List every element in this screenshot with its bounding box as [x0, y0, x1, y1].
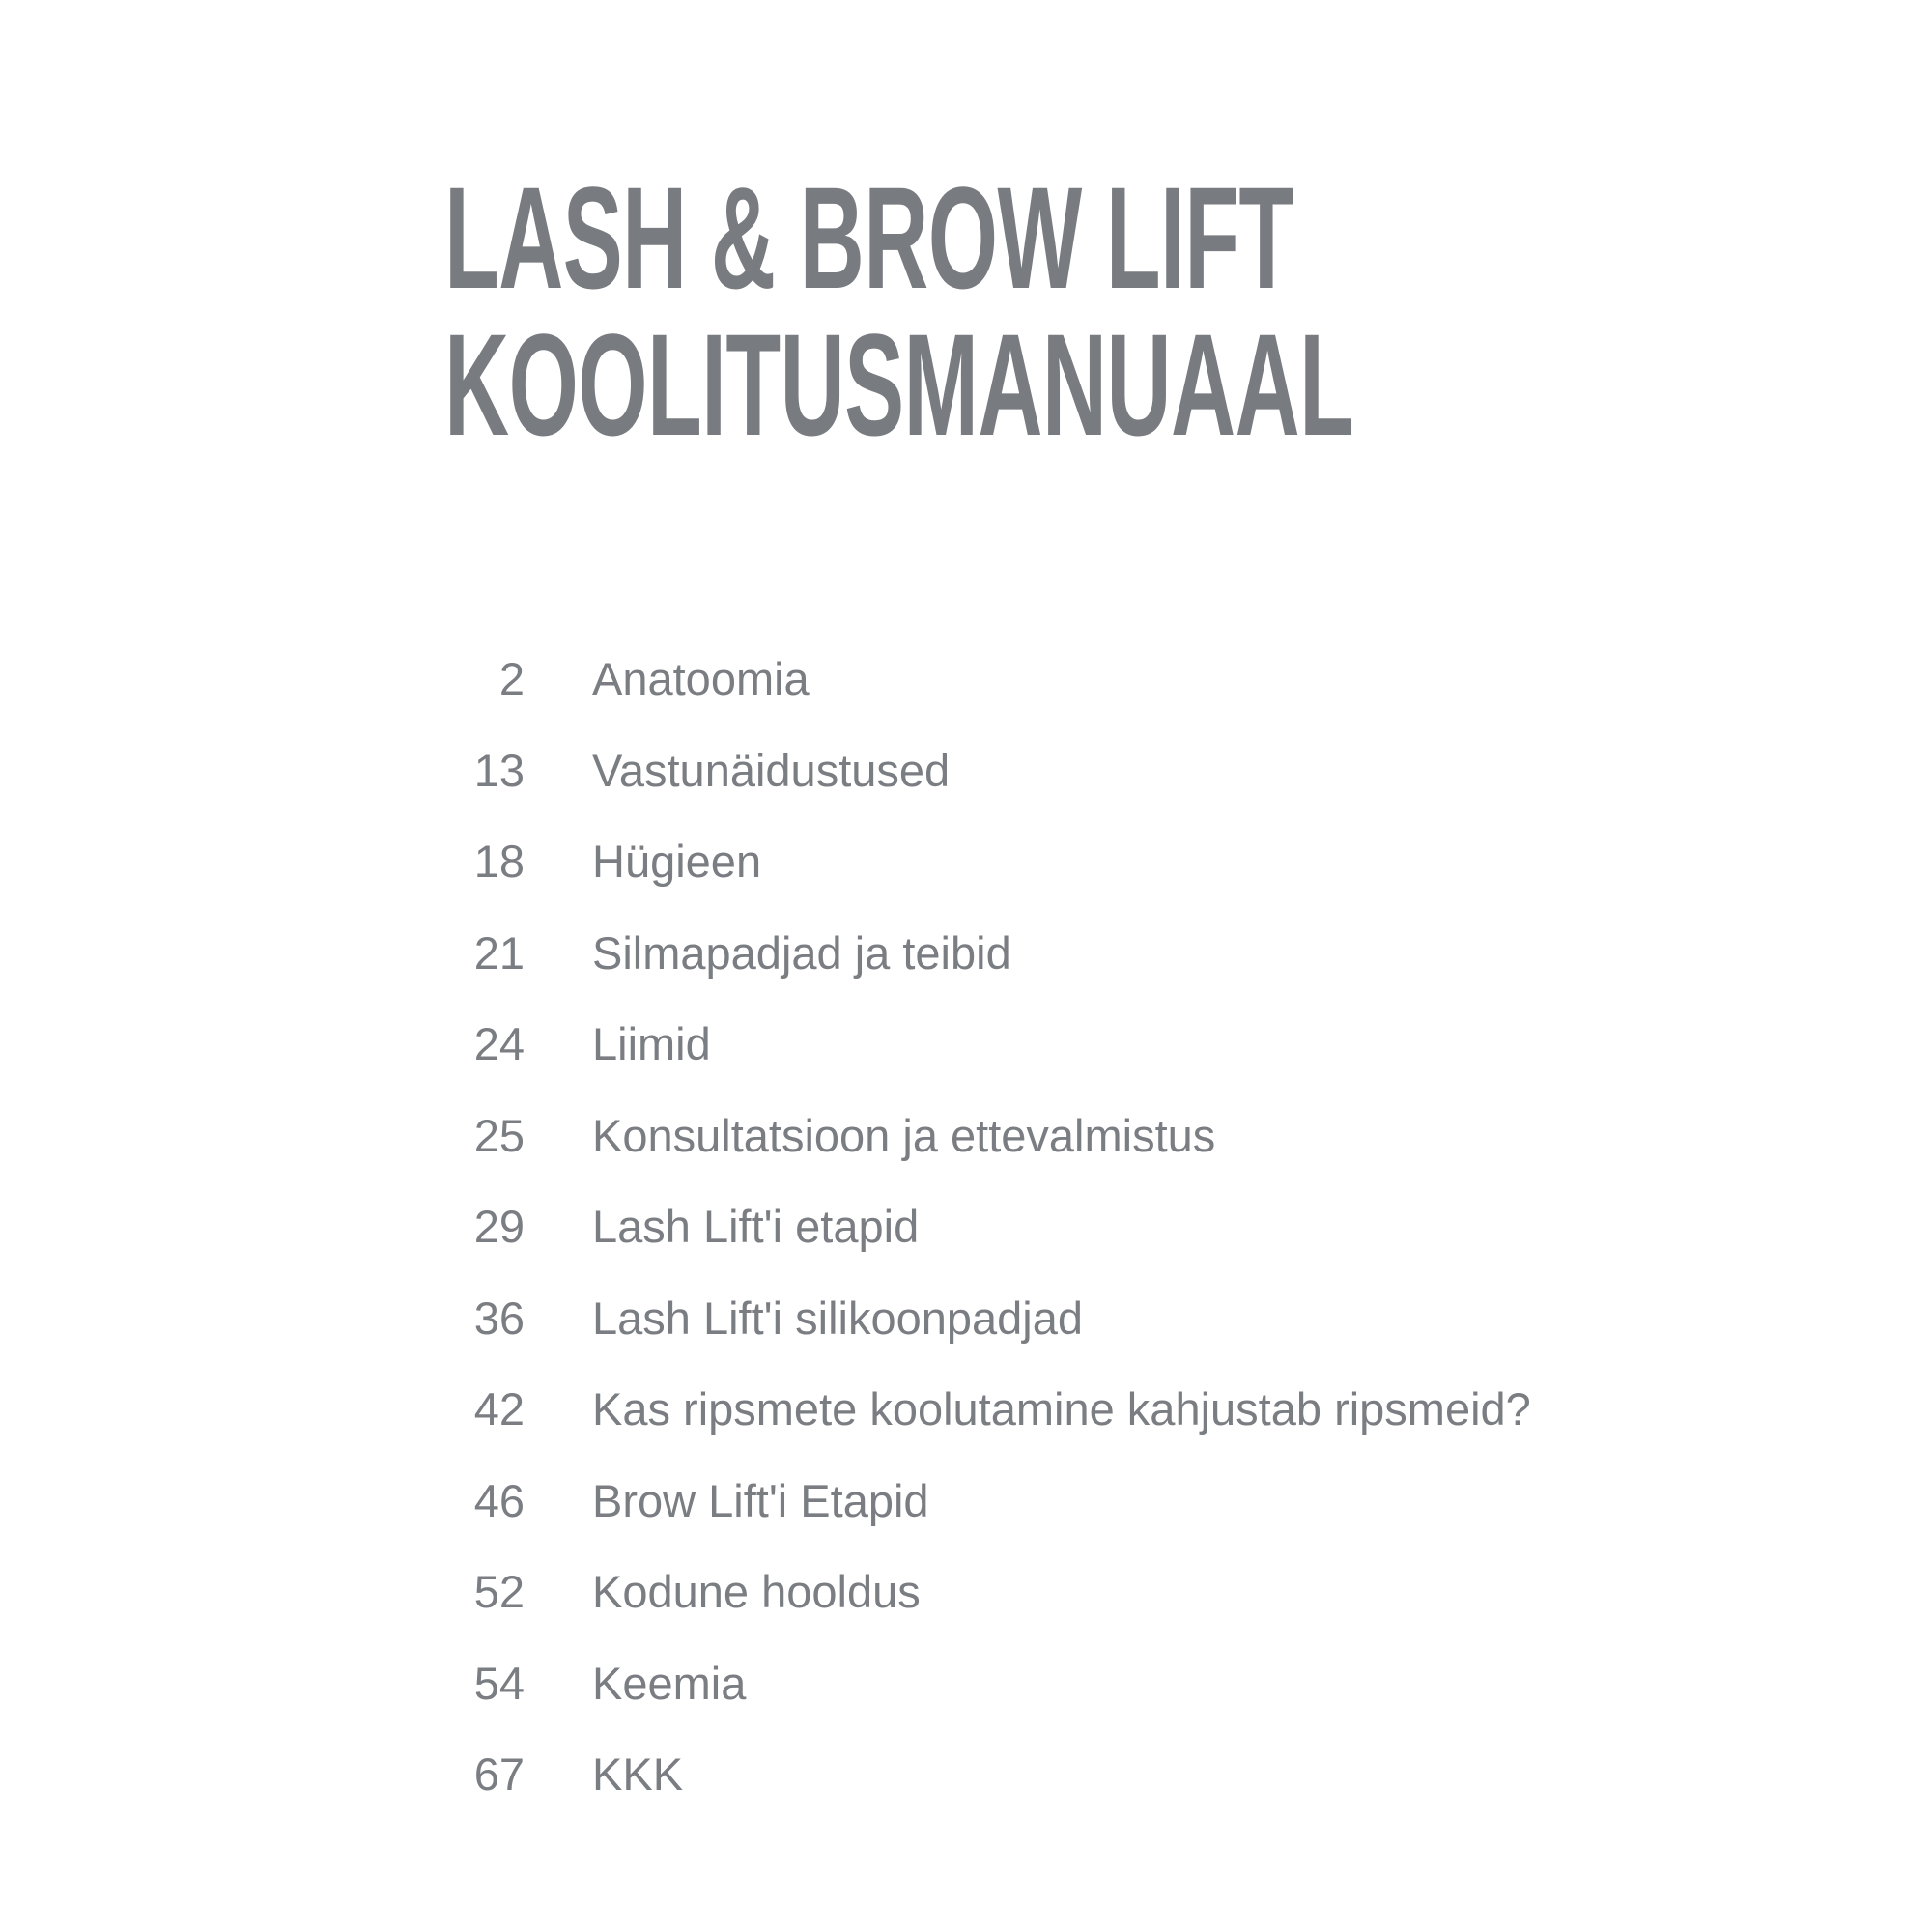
title-line-2: KOOLITUSMANUAAL: [444, 303, 1354, 466]
toc-entry[interactable]: [444, 1292, 1700, 1383]
title-line-1: LASH & BROW LIFT: [444, 156, 1293, 319]
toc-entry-label: KKK: [592, 1748, 684, 1800]
toc-entry-label: Kodune hooldus: [592, 1566, 921, 1617]
toc-entry[interactable]: [444, 835, 1700, 926]
toc-entry-label: Silmapadjad ja teibid: [592, 926, 1011, 979]
toc-entry[interactable]: [444, 1657, 1700, 1748]
toc-page-number: 52: [473, 1566, 525, 1617]
toc-page-number: 2: [498, 653, 525, 704]
toc-page-number: 21: [473, 926, 525, 979]
toc-entry-label: Liimid: [592, 1018, 711, 1069]
toc-page-number: 18: [473, 836, 525, 887]
toc-entry[interactable]: [444, 652, 1700, 744]
toc-entry[interactable]: [444, 1565, 1700, 1657]
toc-entry[interactable]: [444, 1200, 1700, 1292]
toc-entry[interactable]: [444, 1109, 1700, 1201]
document-title: [444, 156, 1354, 466]
toc-entry-label: Hügieen: [592, 836, 762, 887]
toc-entry[interactable]: [444, 1382, 1700, 1474]
toc-page-number: 46: [473, 1474, 525, 1526]
toc-entry-label: Kas ripsmete koolutamine kahjustab ripsmeid?: [592, 1383, 1531, 1435]
toc-entry-label: Anatoomia: [592, 653, 810, 704]
toc-page-number: 36: [473, 1292, 525, 1344]
toc-page-number: 24: [473, 1018, 525, 1069]
toc-page-number: 54: [473, 1657, 525, 1709]
table-of-contents: [444, 652, 1700, 1839]
toc-page-number: 42: [473, 1383, 525, 1435]
toc-entry-label: Lash Lift'i silikoonpadjad: [592, 1292, 1084, 1344]
toc-entry-label: Keemia: [592, 1657, 747, 1709]
toc-entry[interactable]: [444, 1474, 1700, 1566]
toc-page-number: 29: [473, 1201, 525, 1252]
toc-entry[interactable]: [444, 926, 1700, 1018]
toc-entry-label: Brow Lift'i Etapid: [592, 1474, 929, 1526]
toc-entry-label: Vastunäidustused: [592, 744, 951, 796]
toc-page-number: 13: [473, 744, 525, 796]
toc-entry[interactable]: [444, 1747, 1700, 1839]
toc-entry-label: Konsultatsioon ja ettevalmistus: [592, 1109, 1216, 1161]
toc-page-number: 67: [473, 1748, 525, 1800]
toc-entry[interactable]: [444, 1017, 1700, 1109]
toc-page-number: 25: [473, 1109, 525, 1161]
toc-entry[interactable]: [444, 744, 1700, 836]
toc-entry-label: Lash Lift'i etapid: [592, 1201, 920, 1252]
